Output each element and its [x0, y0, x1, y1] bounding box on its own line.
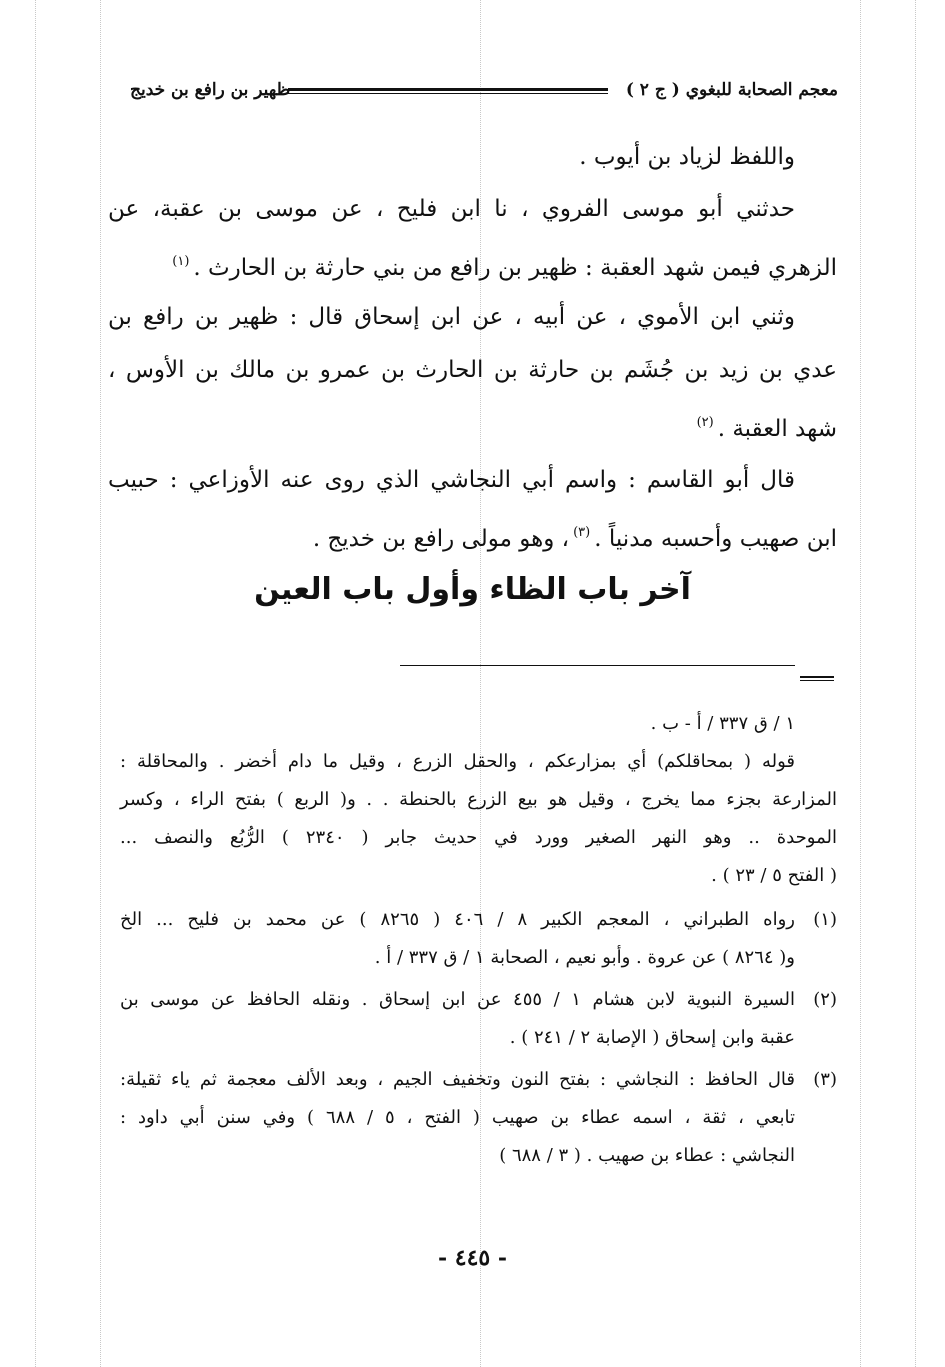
footnote-line: قوله ( بمحاقلكم) أي بمزارعكم ، والحقل الزرع ، وقيل ما دام أخضر . والمحاقلة : [120, 751, 795, 772]
footnote-number: (٣) [813, 1069, 837, 1090]
footnote-line: النجاشي : عطاء بن صهيب . ( ٣ / ٦٨٨ ) [499, 1145, 795, 1166]
body-line [108, 245, 837, 285]
body-line: عدي بن زيد بن جُشَم بن حارثة بن الحارث بن عمرو بن مالك بن الأوس ، [108, 357, 837, 383]
page-number: - ٤٤٥ - [437, 1245, 508, 1271]
body-line-text: شهد العقبة . [717, 416, 837, 442]
footnote-line: قال الحافظ : النجاشي : بفتح النون وتخفيف الجيم ، وبعد الألف معجمة ثم ياء ثقيلة: [120, 1069, 795, 1090]
footnote-number: (٢) [813, 989, 837, 1010]
footnote-line: المزارعة بجزء مما يخرج ، وقيل هو بيع الزرع بالحنطة . . و( الربع ) بفتح الراء ، وكسر [120, 789, 837, 810]
header-rule [288, 88, 608, 94]
footnote-marker: (٣) [573, 525, 591, 540]
footnote-separator [400, 665, 795, 666]
entry-title: ظهير بن رافع بن خديج [130, 80, 291, 100]
body-line-text: الزهري فيمن شهد العقبة : ظهير بن رافع من بني حارثة بن الحارث . [193, 255, 837, 281]
footnote-marker: (٢) [696, 415, 714, 430]
footnote-line: ( الفتح ٥ / ٢٣ ) . [711, 865, 837, 886]
body-line-text: ابن صهيب وأحسبه مدنياً . [594, 526, 837, 552]
footnote-line: ١ / ق ٣٣٧ / أ - ب . [650, 713, 795, 734]
book-title: معجم الصحابة للبغوي ( ج ٢ ) [625, 80, 838, 100]
body-line [108, 516, 837, 556]
body-line: واللفظ لزياد بن أيوب . [579, 144, 795, 170]
footnote-line: رواه الطبراني ، المعجم الكبير ٨ / ٤٠٦ ( ٨٢٦٥ ) عن محمد بن فليح ... الخ [120, 909, 795, 930]
footnote-number: (١) [813, 909, 837, 930]
section-title: آخر باب الظاء وأول باب العين [254, 572, 691, 607]
footnote-line: عقبة وابن إسحاق ( الإصابة ٢ / ٢٤١ ) . [509, 1027, 795, 1048]
body-line: قال أبو القاسم : واسم أبي النجاشي الذي روى عنه الأوزاعي : حبيب [108, 467, 795, 493]
running-header [130, 80, 838, 110]
body-line: وثني ابن الأموي ، عن أبيه ، عن ابن إسحاق قال : ظهير بن رافع بن [108, 304, 795, 330]
body-line-text: ، وهو مولى رافع بن خديج . [312, 526, 570, 552]
footnote-marker: (١) [172, 254, 190, 269]
footnote-line: الموحدة .. وهو النهر الصغير وورد في حديث جابر ( ٢٣٤٠ ) الرُّبُع والنصف ... [120, 827, 837, 848]
footnote-line: السيرة النبوية لابن هشام ١ / ٤٥٥ عن ابن إسحاق . ونقله الحافظ عن موسى بن [120, 989, 795, 1010]
body-line [108, 406, 837, 446]
footnote-line: تابعي ، ثقة ، اسمه عطاء بن صهيب ( الفتح ، ٥ / ٦٨٨ ) وفي سنن أبي داود : [120, 1107, 796, 1128]
footnote-separator-mark [800, 676, 834, 681]
footnote-line: و( ٨٢٦٤ ) عن عروة . وأبو نعيم ، الصحابة ١ / ق ٣٣٧ / أ . [374, 947, 795, 968]
body-line: حدثني أبو موسى الفروي ، نا ابن فليح ، عن موسى بن عقبة، عن [108, 196, 795, 222]
